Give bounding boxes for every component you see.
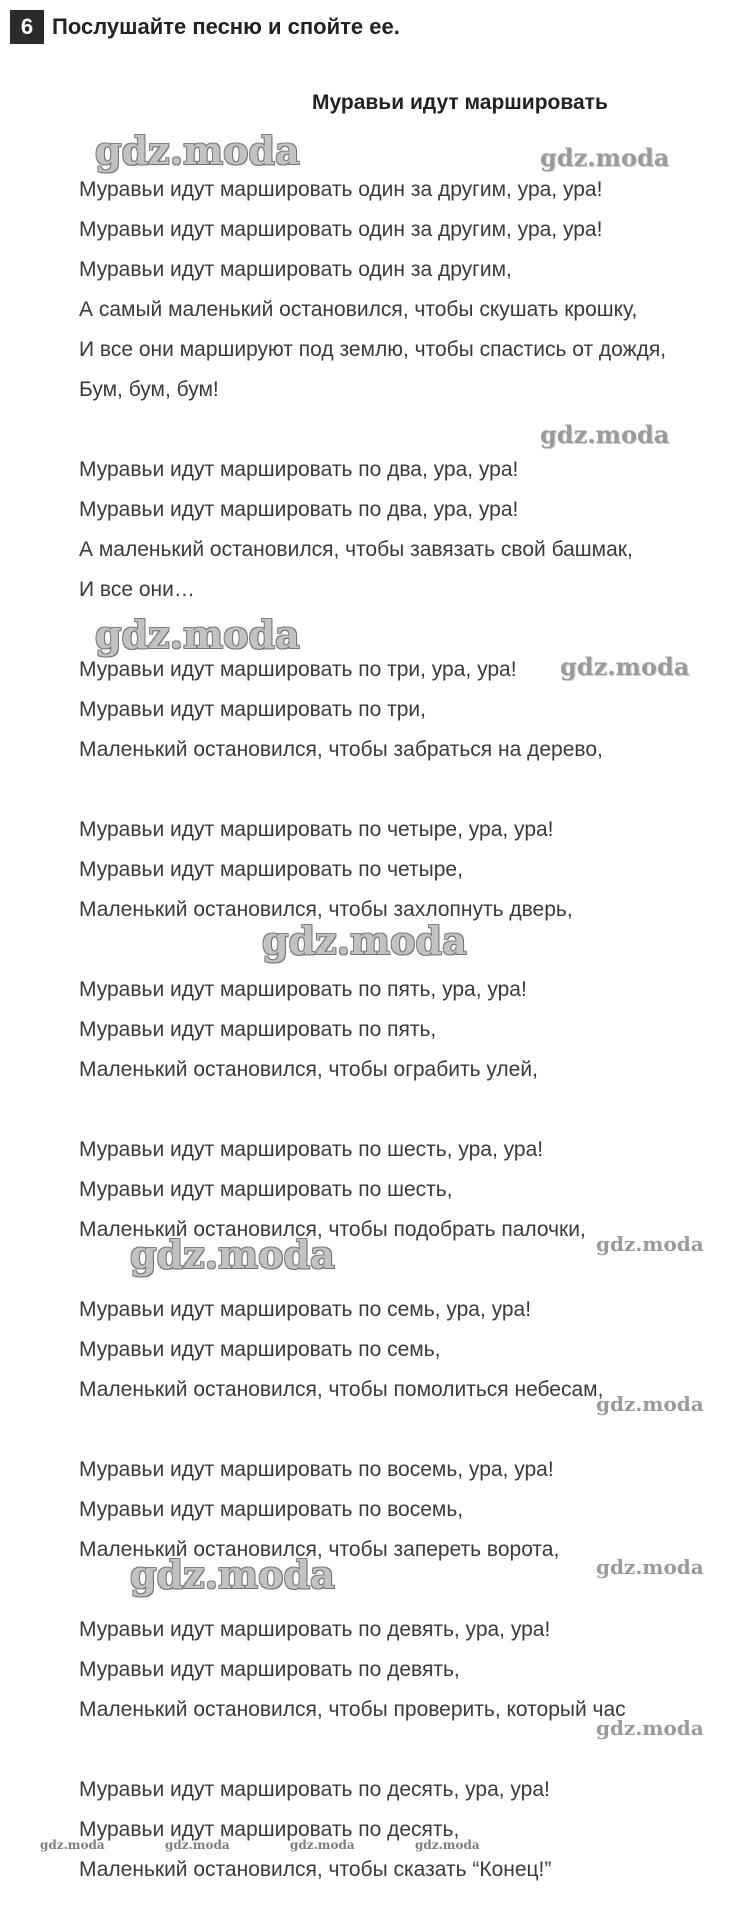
watermark: gdz.moda	[415, 1838, 480, 1852]
watermark: gdz.moda	[95, 128, 300, 173]
lyric-line: Маленький остановился, чтобы запереть ворота,	[79, 1538, 560, 1561]
lyric-line: Муравьи идут маршировать по два, ура, ура!	[79, 458, 519, 481]
stanza-gap	[79, 610, 729, 650]
lyric-line: Муравьи идут маршировать по семь, ура, ура!	[79, 1298, 532, 1321]
lyric-line: Муравьи идут маршировать по восемь,	[79, 1498, 464, 1521]
lyric-line: Муравьи идут маршировать один за другим, ура, ура!	[79, 218, 603, 241]
lyric-line: А самый маленький остановился, чтобы скушать крошку,	[79, 298, 638, 321]
stanza-gap	[79, 1410, 729, 1450]
lyric-line: Муравьи идут маршировать по четыре,	[79, 858, 463, 881]
lyric-line: Маленький остановился, чтобы забраться на дерево,	[79, 738, 603, 761]
watermark: gdz.moda	[560, 652, 690, 681]
watermark: gdz.moda	[165, 1838, 230, 1852]
song-title: Муравьи идут маршировать	[312, 91, 608, 114]
lyric-line: Муравьи идут маршировать по девять,	[79, 1658, 460, 1681]
stanza-gap	[79, 930, 729, 970]
lyric-line: Муравьи идут маршировать по четыре, ура, ура!	[79, 818, 554, 841]
stanza-gap	[79, 1250, 729, 1290]
lyric-line: Муравьи идут маршировать по три, ура, ура!	[79, 658, 517, 681]
song-lyrics	[79, 170, 729, 1890]
lyric-line: Маленький остановился, чтобы захлопнуть дверь,	[79, 898, 573, 921]
lyric-line: А маленький остановился, чтобы завязать свой башмак,	[79, 538, 633, 561]
lyric-line: Маленький остановился, чтобы проверить, который час	[79, 1698, 626, 1721]
watermark: gdz.moda	[596, 1716, 704, 1740]
watermark: gdz.moda	[130, 1232, 335, 1277]
lyric-line: И все они маршируют под землю, чтобы спастись от дождя,	[79, 338, 667, 361]
watermark: gdz.moda	[95, 612, 300, 657]
lyric-line: Муравьи идут маршировать по шесть,	[79, 1178, 453, 1201]
lyric-line: Муравьи идут маршировать по восемь, ура, ура!	[79, 1458, 554, 1481]
stanza-gap	[79, 770, 729, 810]
lyric-line: Муравьи идут маршировать по десять,	[79, 1818, 460, 1841]
stanza-gap	[79, 1730, 729, 1770]
lyric-line: Муравьи идут маршировать по пять, ура, ура!	[79, 978, 527, 1001]
lyric-line: Муравьи идут маршировать один за другим,	[79, 258, 512, 281]
task-instruction: Послушайте песню и спойте ее.	[52, 14, 400, 39]
lyric-line: Муравьи идут маршировать по девять, ура, ура!	[79, 1618, 551, 1641]
watermark: gdz.moda	[290, 1838, 355, 1852]
watermark: gdz.moda	[540, 143, 670, 172]
lyric-line: Муравьи идут маршировать по пять,	[79, 1018, 437, 1041]
lyric-line: И все они…	[79, 578, 195, 601]
lyric-line: Бум, бум, бум!	[79, 378, 219, 401]
lyric-line: Маленький остановился, чтобы подобрать палочки,	[79, 1218, 586, 1241]
lyric-line: Маленький остановился, чтобы сказать “Конец!”	[79, 1858, 552, 1881]
lyric-line: Муравьи идут маршировать по три,	[79, 698, 426, 721]
watermark: gdz.moda	[596, 1392, 704, 1416]
watermark: gdz.moda	[596, 1232, 704, 1256]
stanza-gap	[79, 1090, 729, 1130]
stanza-gap	[79, 410, 729, 450]
task-number-badge: 6	[10, 10, 44, 44]
watermark: gdz.moda	[40, 1838, 105, 1852]
lyric-line: Маленький остановился, чтобы ограбить улей,	[79, 1058, 538, 1081]
watermark: gdz.moda	[596, 1555, 704, 1579]
lyric-line: Муравьи идут маршировать по два, ура, ура!	[79, 498, 519, 521]
stanza-gap	[79, 1570, 729, 1610]
task-header	[10, 10, 400, 44]
watermark: gdz.moda	[262, 918, 467, 963]
lyric-line: Муравьи идут маршировать по десять, ура, ура!	[79, 1778, 550, 1801]
lyric-line: Муравьи идут маршировать по шесть, ура, ура!	[79, 1138, 544, 1161]
lyric-line: Муравьи идут маршировать один за другим, ура, ура!	[79, 178, 603, 201]
lyric-line: Муравьи идут маршировать по семь,	[79, 1338, 441, 1361]
lyric-line: Маленький остановился, чтобы помолиться небесам,	[79, 1378, 604, 1401]
watermark: gdz.moda	[540, 420, 670, 449]
watermark: gdz.moda	[130, 1552, 335, 1597]
